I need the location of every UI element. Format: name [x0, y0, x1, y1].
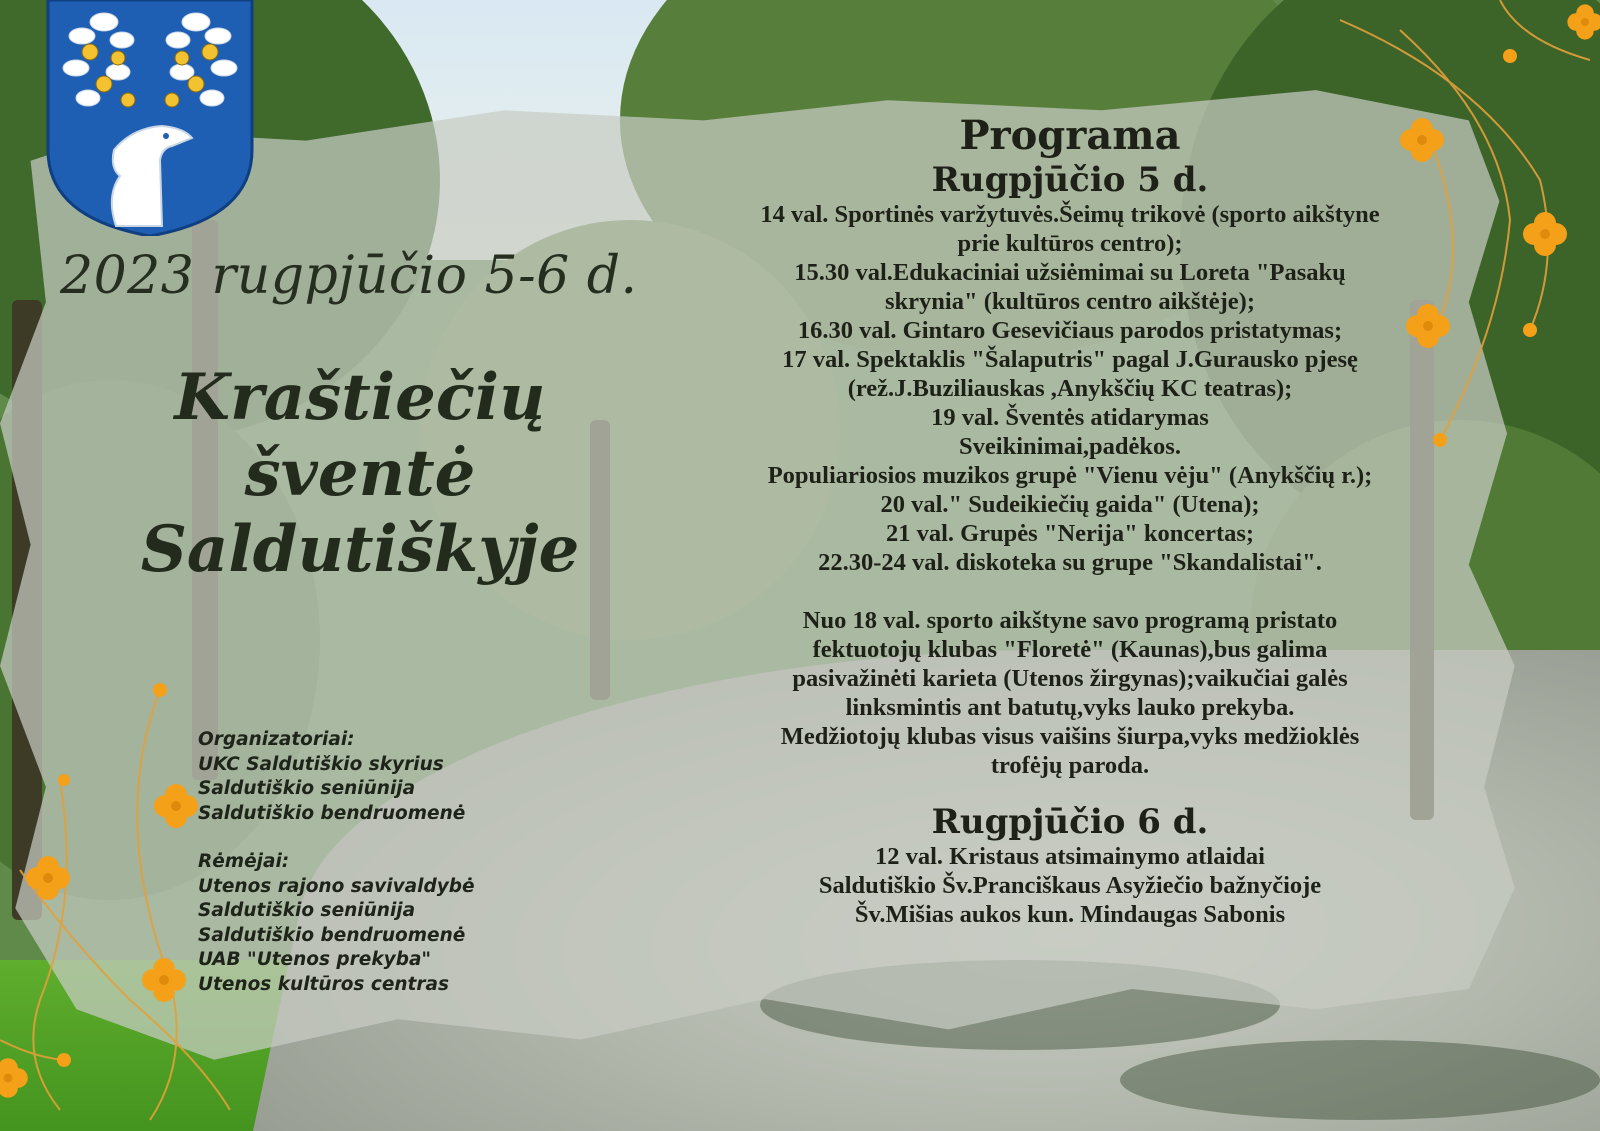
sponsor-item: UAB "Utenos prekyba" [198, 949, 432, 970]
program-extra-line: Nuo 18 val. sporto aikštyne savo programą pristato [802, 607, 1338, 634]
program-extra-line: Medžiotojų klubas visus vaišins šiurpa,vyks medžioklės [780, 723, 1360, 750]
organizer-item: UKC Saldutiškio skyrius [198, 753, 444, 775]
festival-title-line: Saldutiškyje [140, 512, 580, 587]
program-line: 14 val. Sportinės varžytuvės.Šeimų trikovė (sporto aikštyne [760, 201, 1380, 228]
program-line: prie kultūros centro); [957, 230, 1183, 257]
festival-title-line: Kraštiečių [174, 360, 546, 435]
coat-of-arms-deer-icon [44, 0, 256, 236]
program-line: 19 val. Šventės atidarymas [931, 404, 1209, 431]
program-line: Populiariosios muzikos grupė "Vienu vėju" (Anykščių r.); [767, 462, 1373, 489]
day1-heading: Rugpjūčio 5 d. [931, 160, 1209, 200]
spacer [660, 577, 1480, 606]
program-line: Sveikinimai,padėkos. [959, 433, 1181, 460]
program-line: 12 val. Kristaus atsimainymo atlaidai [875, 843, 1265, 870]
program-block [660, 112, 1480, 929]
sponsors-heading: Rėmėjai: [198, 851, 290, 872]
organizer-item: Saldutiškio seniūnija [198, 778, 416, 799]
day2-heading: Rugpjūčio 6 d. [931, 802, 1209, 842]
sponsor-item: Saldutiškio seniūnija [198, 900, 416, 921]
festival-title [110, 360, 610, 588]
credits-block [198, 728, 528, 997]
sponsor-item: Utenos rajono savivaldybė [198, 875, 475, 897]
program-line: 20 val." Sudeikiečių gaida" (Utena); [880, 491, 1260, 518]
program-line: skrynia" (kultūros centro aikštėje); [885, 288, 1255, 315]
tree-shadow [1120, 1040, 1600, 1120]
program-line: Saldutiškio Šv.Pranciškaus Asyžiečio bažnyčioje [818, 872, 1322, 899]
program-line: 21 val. Grupės "Nerija" koncertas; [885, 520, 1255, 547]
sponsor-item: Saldutiškio bendruomenė [198, 924, 466, 946]
event-date-title: 2023 rugpjūčio 5-6 d. [60, 246, 638, 306]
festival-title-line: šventė [244, 436, 476, 511]
program-extra-line: linksmintis ant batutų,vyks lauko prekyba. [845, 694, 1295, 721]
program-line: 16.30 val. Gintaro Gesevičiaus parodos pristatymas; [797, 317, 1343, 344]
program-line: 22.30-24 val. diskoteka su grupe "Skandalistai". [818, 549, 1322, 576]
program-line: (rež.J.Buziliauskas ,Anykščių KC teatras); [847, 375, 1293, 402]
program-title: Programa [959, 112, 1181, 159]
program-line: Šv.Mišias aukos kun. Mindaugas Sabonis [854, 901, 1286, 928]
organizers-heading: Organizatoriai: [198, 729, 355, 750]
program-extra-line: pasivažinėti karieta (Utenos žirgynas);vaikučiai galės [792, 665, 1348, 692]
spacer [198, 826, 528, 850]
sponsor-item: Utenos kultūros centras [198, 973, 450, 995]
program-line: 17 val. Spektaklis "Šalaputris" pagal J.Gurausko pjesę [782, 346, 1358, 373]
program-extra-line: fektuotojų klubas "Floretė" (Kaunas),bus galima [812, 636, 1328, 663]
program-line: 15.30 val.Edukaciniai užsiėmimai su Loreta "Pasakų [794, 259, 1346, 286]
organizer-item: Saldutiškio bendruomenė [198, 802, 466, 824]
program-extra-line: trofėjų paroda. [990, 752, 1150, 779]
